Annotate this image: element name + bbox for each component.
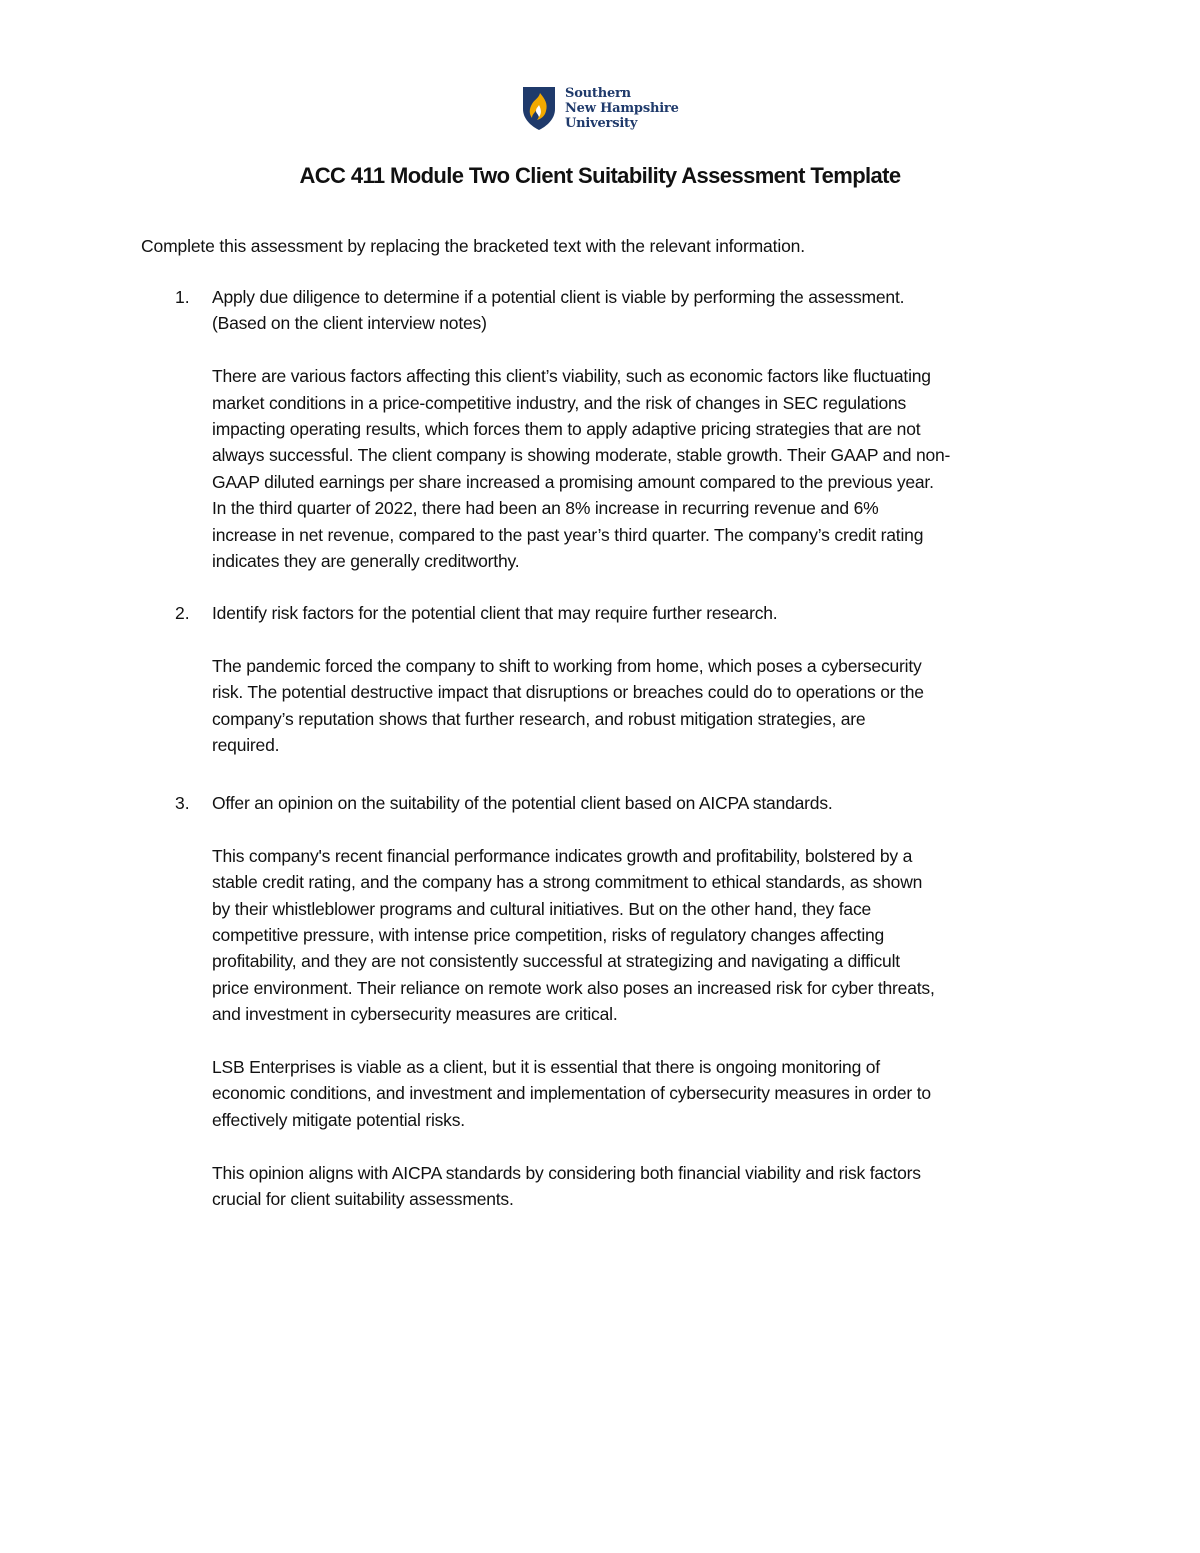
answer-line: impacting operating results, which forces them to apply adaptive pricing strategies that are not (212, 419, 921, 440)
answer-paragraph (212, 1160, 1062, 1213)
answer-line: indicates they are generally creditworthy. (212, 551, 520, 572)
question-line: (Based on the client interview notes) (212, 313, 487, 334)
answer-line: competitive pressure, with intense price competition, risks of regulatory changes affecting (212, 925, 885, 946)
answer-line: The pandemic forced the company to shift to working from home, which poses a cybersecurity (212, 655, 922, 676)
answer-line: There are various factors affecting this client’s viability, such as economic factors like fluctuating (212, 366, 931, 387)
question-text (212, 600, 1062, 626)
answer-line: profitability, and they are not consistently successful at strategizing and navigating a difficult (212, 951, 900, 972)
snhu-shield-icon (521, 85, 557, 131)
answer-paragraph (212, 843, 1062, 1028)
answer-line: increase in net revenue, compared to the past year’s third quarter. The company’s credit rating (212, 524, 924, 545)
answer-line: In the third quarter of 2022, there had been an 8% increase in recurring revenue and 6% (212, 498, 879, 519)
logo-line-2: New Hampshire (565, 100, 679, 116)
question-line: Offer an opinion on the suitability of the potential client based on AICPA standards. (212, 793, 833, 813)
question-line: Identify risk factors for the potential client that may require further research. (212, 603, 778, 623)
answer-line: market conditions in a price-competitive industry, and the risk of changes in SEC regulations (212, 392, 907, 413)
answer-line: GAAP diluted earnings per share increased a promising amount compared to the previous year. (212, 471, 934, 492)
question-text (212, 790, 1062, 816)
answer-line: risk. The potential destructive impact that disruptions or breaches could do to operations or the (212, 682, 924, 703)
answer-line: This opinion aligns with AICPA standards by considering both financial viability and risk factors (212, 1162, 921, 1183)
answer-line: effectively mitigate potential risks. (212, 1109, 465, 1130)
item-body (212, 600, 1062, 758)
answer-line: and investment in cybersecurity measures are critical. (212, 1004, 618, 1025)
intro-instruction: Complete this assessment by replacing the bracketed text with the relevant information. (141, 236, 805, 256)
list-number: 1. (175, 287, 190, 307)
answer-paragraph (212, 363, 1062, 574)
answer-line: price environment. Their reliance on remote work also poses an increased risk for cyber threats, (212, 977, 935, 998)
answer-line: required. (212, 735, 280, 756)
answer-line: LSB Enterprises is viable as a client, but it is essential that there is ongoing monitoring of (212, 1057, 880, 1078)
list-number: 3. (175, 793, 190, 813)
document-title: ACC 411 Module Two Client Suitability Assessment Template (299, 163, 901, 188)
answer-line: crucial for client suitability assessments. (212, 1189, 514, 1210)
university-logo (521, 84, 679, 132)
logo-line-1: Southern (565, 85, 631, 101)
logo-wordmark (565, 86, 679, 131)
list-number: 2. (175, 603, 190, 623)
answer-line: stable credit rating, and the company has a strong commitment to ethical standards, as shown (212, 872, 923, 893)
answer-line: economic conditions, and investment and implementation of cybersecurity measures in order to (212, 1083, 931, 1104)
answer-line: by their whistleblower programs and cultural initiatives. But on the other hand, they face (212, 898, 872, 919)
answer-paragraph (212, 1054, 1062, 1133)
answer-line: always successful. The client company is showing moderate, stable growth. Their GAAP and non- (212, 445, 951, 466)
item-body (212, 790, 1062, 1212)
answer-paragraph (212, 653, 1062, 759)
logo-line-3: University (565, 115, 638, 131)
answer-line: company’s reputation shows that further research, and robust mitigation strategies, are (212, 708, 866, 729)
item-body (212, 284, 1062, 574)
question-line: Apply due diligence to determine if a potential client is viable by performing the assessment. (212, 287, 905, 307)
question-text (212, 284, 1062, 337)
answer-line: This company's recent financial performance indicates growth and profitability, bolstered by a (212, 845, 913, 866)
